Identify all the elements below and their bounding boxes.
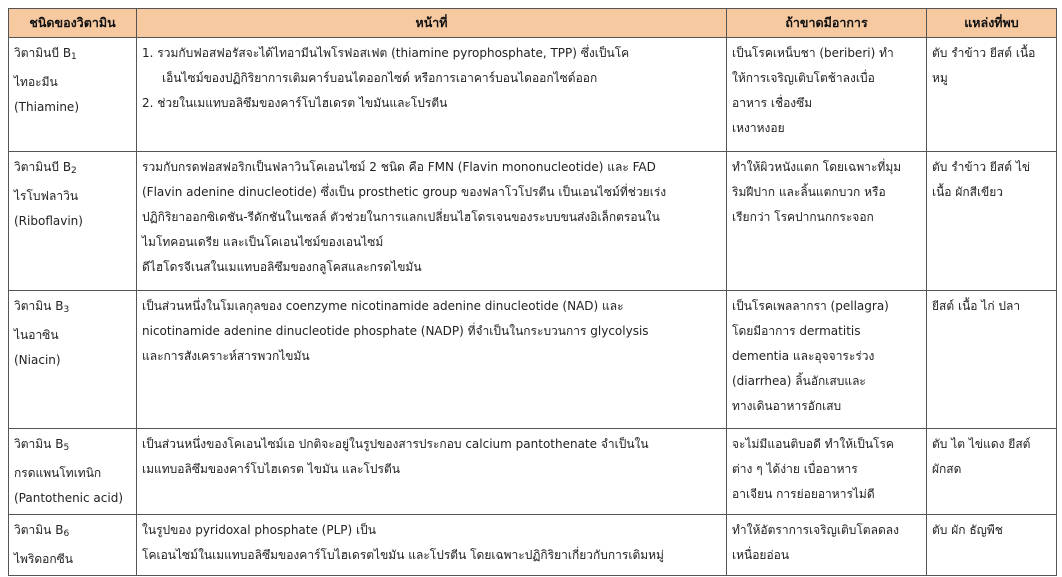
vitamin-table <box>8 8 1057 576</box>
vitamin-name-cell <box>9 515 137 576</box>
vitamin-thai-name: ไพริดอกซีน <box>14 552 74 566</box>
source-cell <box>927 152 1057 291</box>
function-cell <box>137 429 727 515</box>
function-line: ไมโทคอนเดรีย และเป็นโคเอนไซม์ของเอนไซม์ <box>142 235 384 249</box>
deficiency-line: อาหาร เชื่องซึม <box>732 96 813 110</box>
source-line: เนื้อ ผักสีเขียว <box>932 185 1004 199</box>
table-row <box>9 291 1057 429</box>
deficiency-line: ให้การเจริญเติบโตช้าลงเบื่อ <box>732 71 875 85</box>
source-cell <box>927 38 1057 152</box>
header-vitamin-type: ชนิดของวิตามิน <box>9 9 137 38</box>
deficiency-line: อาเจียน การย่อยอาหารไม่ดี <box>732 487 875 501</box>
deficiency-cell <box>727 291 927 429</box>
vitamin-english-name: (Thiamine) <box>14 100 79 114</box>
deficiency-line: จะไม่มีแอนติบอดี ทำให้เป็นโรค <box>732 437 894 451</box>
table-header-row <box>9 9 1057 38</box>
header-function: หน้าที่ <box>137 9 727 38</box>
function-line: ปฏิกิริยาออกซิเดชัน-รีดักชันในเซลล์ ตัวช่วยในการแลกเปลี่ยนไฮโดรเจนของระบบขนส่งอิเล็กตรอนใน <box>142 210 660 224</box>
function-line: 1. รวมกับฟอสฟอรัสจะได้ไทอามีนไพโรฟอสเฟต (thiamine pyrophosphate, TPP) ซึ่งเป็นโค <box>142 46 630 60</box>
vitamin-thai-name: ไรโบฟลาวิน <box>14 189 79 203</box>
source-line: หมู <box>932 71 948 85</box>
function-line: ในรูปของ pyridoxal phosphate (PLP) เป็น <box>142 523 376 537</box>
table-row <box>9 152 1057 291</box>
source-cell <box>927 515 1057 576</box>
header-source: แหล่งที่พบ <box>927 9 1057 38</box>
function-line: เป็นส่วนหนึ่งของโคเอนไซม์เอ ปกติจะอยู่ในรูปของสารประกอบ calcium pantothenate จำเป็นใน <box>142 437 649 451</box>
header-deficiency: ถ้าขาดมีอาการ <box>727 9 927 38</box>
vitamin-thai-name: ไทอะมีน <box>14 75 58 89</box>
deficiency-line: โดยมีอาการ dermatitis <box>732 324 861 338</box>
deficiency-line: ทางเดินอาหารอักเสบ <box>732 399 842 413</box>
vitamin-code: วิตามิน $B_3$ <box>14 299 70 315</box>
function-line: โคเอนไซม์ในเมแทบอลิซึมของคาร์โบไฮเดรตไขมัน และโปรตีน โดยเฉพาะปฏิกิริยาเกี่ยวกับการเติมหมู่ <box>142 548 664 562</box>
deficiency-line: ต่าง ๆ ได้ง่าย เบื่ออาหาร <box>732 462 858 476</box>
table-row <box>9 38 1057 152</box>
vitamin-thai-name: ไนอาซิน <box>14 328 59 342</box>
vitamin-code: วิตามินบี $B_1$ <box>14 46 77 62</box>
deficiency-line: เป็นโรคเพลลากรา (pellagra) <box>732 299 889 313</box>
vitamin-name-cell <box>9 429 137 515</box>
deficiency-line: ทำให้อัตราการเจริญเติบโตลดลง <box>732 523 899 537</box>
deficiency-line: เหนื่อยอ่อน <box>732 548 790 562</box>
vitamin-english-name: (Pantothenic acid) <box>14 491 124 505</box>
function-line: nicotinamide adenine dinucleotide phosphate (NADP) ที่จำเป็นในกระบวนการ glycolysis <box>142 324 649 338</box>
deficiency-line: ริมฝีปาก และลิ้นแตกบวก หรือ <box>732 185 886 199</box>
source-line: ตับ ไต ไข่แดง ยีสต์ <box>932 437 1031 451</box>
source-line: ตับ รำข้าว ยีสต์ เนื้อ <box>932 46 1036 60</box>
function-line: เป็นส่วนหนึ่งในโมเลกุลของ coenzyme nicotinamide adenine dinucleotide (NAD) และ <box>142 299 624 313</box>
deficiency-line: (diarrhea) ลิ้นอักเสบและ <box>732 374 866 388</box>
source-line: ยีสต์ เนื้อ ไก่ ปลา <box>932 299 1021 313</box>
function-line: 2. ช่วยในเมแทบอลิซึมของคาร์โบไฮเดรต ไขมันและโปรตีน <box>142 96 448 110</box>
vitamin-english-name: (Niacin) <box>14 353 61 367</box>
source-line: ผักสด <box>932 462 962 476</box>
deficiency-line: เหงาหงอย <box>732 121 785 135</box>
source-line: ตับ รำข้าว ยีสต์ ไข่ <box>932 160 1031 174</box>
function-cell <box>137 291 727 429</box>
function-line: และการสังเคราะห์สารพวกไขมัน <box>142 349 310 363</box>
deficiency-line: dementia และอุจจาระร่วง <box>732 349 875 363</box>
vitamin-name-cell <box>9 38 137 152</box>
deficiency-line: เรียกว่า โรคปากนกกระจอก <box>732 210 874 224</box>
deficiency-line: ทำให้ผิวหนังแตก โดยเฉพาะที่มุม <box>732 160 902 174</box>
deficiency-cell <box>727 429 927 515</box>
table-row <box>9 515 1057 576</box>
function-line: ดีไฮโดรจีเนสในเมแทบอลิซึมของกลูโคสและกรดไขมัน <box>142 260 422 274</box>
function-line: เมแทบอลิซึมของคาร์โบไฮเดรต ไขมัน และโปรตีน <box>142 462 400 476</box>
source-cell <box>927 429 1057 515</box>
vitamin-english-name: (Riboflavin) <box>14 214 83 228</box>
source-cell <box>927 291 1057 429</box>
deficiency-cell <box>727 38 927 152</box>
function-line: (Flavin adenine dinucleotide) ซึ่งเป็น prosthetic group ของฟลาโวโปรตีน เป็นเอนไซม์ที่ช่วยเร่ง <box>142 185 667 199</box>
deficiency-cell <box>727 152 927 291</box>
function-cell <box>137 152 727 291</box>
vitamin-thai-name: กรดแพนโทเทนิก <box>14 466 102 480</box>
deficiency-line: เป็นโรคเหน็บชา (beriberi) ทำ <box>732 46 894 60</box>
source-line: ตับ ผัก ธัญพืช <box>932 523 1003 537</box>
function-cell <box>137 38 727 152</box>
vitamin-code: วิตามินบี $B_2$ <box>14 160 77 176</box>
function-line: รวมกับกรดฟอสฟอริกเป็นฟลาวินโคเอนไซม์ 2 ชนิด คือ FMN (Flavin mononucleotide) และ FAD <box>142 160 656 174</box>
table-row <box>9 429 1057 515</box>
function-line: เอ็นไซม์ของปฏิกิริยาการเติมคาร์บอนไดออกไซด์ หรือการเอาคาร์บอนไดออกไซด์ออก <box>162 71 598 85</box>
vitamin-name-cell <box>9 291 137 429</box>
vitamin-code: วิตามิน $B_5$ <box>14 437 70 453</box>
deficiency-cell <box>727 515 927 576</box>
function-cell <box>137 515 727 576</box>
vitamin-code: วิตามิน $B_6$ <box>14 523 70 539</box>
vitamin-name-cell <box>9 152 137 291</box>
